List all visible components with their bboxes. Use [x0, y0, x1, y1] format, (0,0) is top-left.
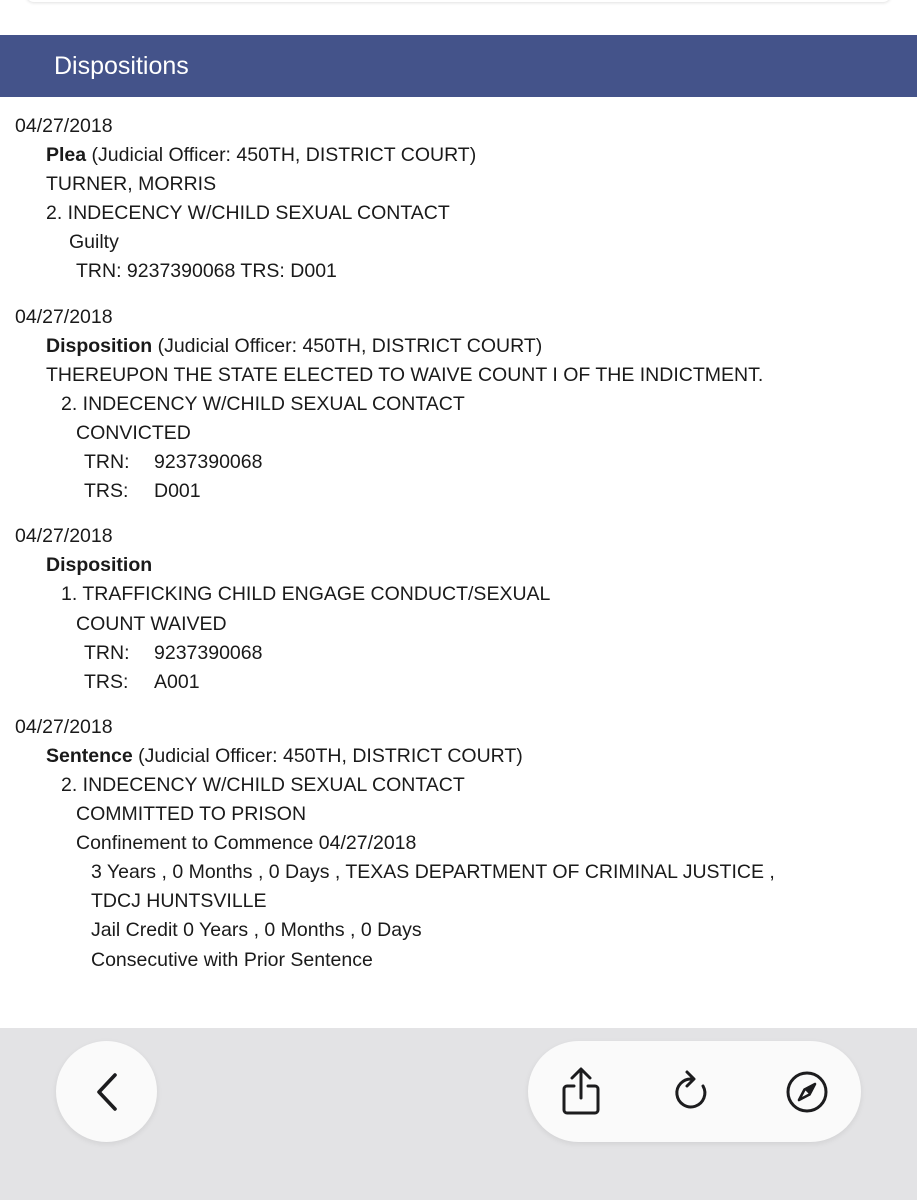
back-button[interactable]: [56, 1041, 157, 1142]
disposition-entry: [0, 112, 917, 287]
section-title: Dispositions: [54, 52, 189, 80]
disposition-note: THEREUPON THE STATE ELECTED TO WAIVE COUNT I OF THE INDICTMENT.: [46, 363, 764, 386]
disposition-result: COUNT WAIVED: [76, 612, 227, 635]
trs-value: A001: [154, 670, 200, 693]
judicial-officer: (Judicial Officer: 450TH, DISTRICT COURT): [157, 334, 543, 357]
disposition-result: CONVICTED: [76, 421, 191, 444]
confinement-start: Confinement to Commence 04/27/2018: [76, 832, 417, 855]
entry-heading: [0, 332, 917, 361]
consecutive-note: Consecutive with Prior Sentence: [91, 948, 373, 971]
disposition-entry: [0, 522, 917, 697]
charge: 1. TRAFFICKING CHILD ENGAGE CONDUCT/SEXUAL: [61, 583, 551, 606]
trn-row: [0, 639, 917, 668]
entry-heading: [0, 141, 917, 170]
entry-type: Plea: [46, 144, 87, 167]
charge: 2. INDECENCY W/CHILD SEXUAL CONTACT: [46, 202, 450, 225]
trs-row: [0, 477, 917, 506]
entry-type: Disposition: [46, 554, 153, 577]
entry-heading: [0, 551, 917, 580]
jail-credit: Jail Credit 0 Years , 0 Months , 0 Days: [91, 919, 422, 942]
disposition-entry: [0, 713, 917, 975]
toolbar-actions: [528, 1041, 861, 1142]
entry-date: 04/27/2018: [15, 305, 113, 328]
share-button[interactable]: [541, 1041, 621, 1142]
trn-trs: TRN: 9237390068 TRS: D001: [76, 260, 337, 283]
charge: 2. INDECENCY W/CHILD SEXUAL CONTACT: [61, 773, 465, 796]
entry-date: 04/27/2018: [15, 115, 113, 137]
sentence-result: COMMITTED TO PRISON: [76, 803, 307, 826]
trn-label: TRN:: [84, 451, 130, 474]
reload-icon: [670, 1068, 714, 1116]
dispositions-list: [0, 112, 917, 975]
sentence-term: 3 Years , 0 Months , 0 Days , TEXAS DEPARTMENT OF CRIMINAL JUSTICE ,: [91, 861, 775, 884]
entry-type: Disposition: [46, 334, 153, 357]
trn-value: 9237390068: [154, 451, 263, 474]
entry-date: 04/27/2018: [15, 715, 113, 738]
reload-button[interactable]: [652, 1041, 732, 1142]
trn-row: [0, 448, 917, 477]
trn-label: TRN:: [84, 641, 130, 664]
section-header: [0, 35, 917, 97]
facility: TDCJ HUNTSVILLE: [91, 890, 267, 913]
entry-type: Sentence: [46, 744, 133, 767]
share-icon: [559, 1066, 603, 1118]
entry-heading: [0, 742, 917, 771]
trs-label: TRS:: [84, 670, 129, 693]
plea-result: Guilty: [69, 231, 119, 254]
compass-icon: [784, 1069, 830, 1115]
judicial-officer: (Judicial Officer: 450TH, DISTRICT COURT): [138, 744, 523, 767]
trs-row: [0, 668, 917, 697]
trs-value: D001: [154, 480, 201, 503]
entry-date: 04/27/2018: [15, 525, 113, 548]
charge: 2. INDECENCY W/CHILD SEXUAL CONTACT: [61, 392, 465, 415]
trn-value: 9237390068: [154, 641, 263, 664]
judicial-officer: (Judicial Officer: 450TH, DISTRICT COURT): [91, 144, 477, 167]
compass-button[interactable]: [767, 1041, 847, 1142]
previous-section-card: [26, 0, 891, 2]
disposition-entry: [0, 303, 917, 507]
defendant-name: TURNER, MORRIS: [46, 173, 217, 196]
chevron-left-icon: [91, 1070, 123, 1114]
trs-label: TRS:: [84, 480, 129, 503]
